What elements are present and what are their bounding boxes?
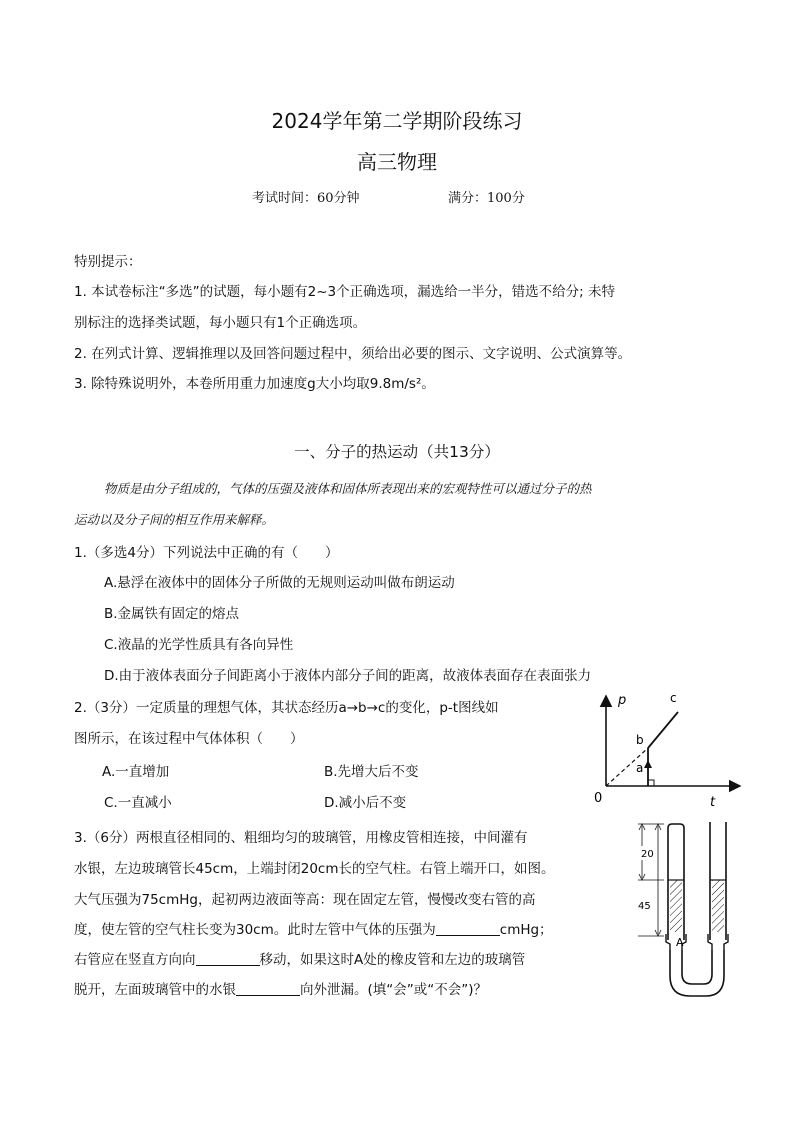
q3-line-6-text: 脱开，左面玻璃管中的水银 bbox=[74, 982, 236, 998]
section-intro: 物质是由分子组成的，气体的压强及液体和固体所表现出来的宏观特性可以通过分子的热 bbox=[104, 481, 592, 496]
notice-heading: 特别提示： bbox=[74, 254, 142, 270]
arrow-up-icon bbox=[644, 760, 652, 768]
notice-line-2: 2. 在列式计算、逻辑推理以及回答问题过程中，须给出必要的图示、文字说明、公式演算等。 bbox=[74, 346, 632, 362]
dim-20-label: 20 bbox=[641, 849, 654, 860]
origin-label: 0 bbox=[594, 791, 603, 806]
q2-pt-graph bbox=[590, 686, 750, 810]
q3-blank-leak[interactable] bbox=[236, 981, 300, 996]
q1-stem: 1.（多选4分）下列说法中正确的有（ ） bbox=[74, 545, 339, 561]
point-b-label: b bbox=[636, 733, 644, 747]
q1-option-c: C.液晶的光学性质具有各向异性 bbox=[104, 637, 294, 653]
q3-line-4-unit: cmHg； bbox=[499, 922, 553, 938]
q2-option-d: D.减小后不变 bbox=[324, 795, 407, 811]
q3-line-2: 水银，左边玻璃管长45cm，上端封闭20cm长的空气柱。右管上端开口，如图。 bbox=[74, 861, 555, 877]
section-intro-cont: 运动以及分子间的相互作用来解释。 bbox=[74, 512, 275, 527]
point-c-label: c bbox=[670, 691, 677, 705]
q3-blank-pressure[interactable] bbox=[436, 921, 500, 936]
q1-option-d: D.由于液体表面分子间距离小于液体内部分子间的距离，故液体表面存在表面张力 bbox=[104, 668, 592, 684]
exam-subject: 高三物理 bbox=[357, 150, 437, 174]
p-axis-label: p bbox=[618, 693, 627, 708]
q3-line-6-cont: 向外泄漏。(填“会”或“不会”)？ bbox=[300, 982, 488, 998]
exam-time: 考试时间：60分钟 bbox=[252, 191, 360, 206]
q2-option-a: A.一直增加 bbox=[102, 764, 170, 780]
notice-line-1: 1. 本试卷标注“多选”的试题，每小题有2~3个正确选项，漏选给一半分，错选不给分; 未特 bbox=[74, 284, 615, 300]
notice-line-1-cont: 别标注的选择类试题，每小题只有1个正确选项。 bbox=[74, 315, 367, 331]
section-heading: 一、分子的热运动（共13分） bbox=[294, 443, 500, 461]
right-mercury bbox=[712, 880, 724, 932]
q3-line-4-text: 度，使左管的空气柱长变为30cm。此时左管中气体的压强为 bbox=[74, 922, 436, 938]
q2-stem: 2.（3分）一定质量的理想气体，其状态经历a→b→c的变化，p-t图线如 bbox=[74, 700, 499, 716]
exam-title: 2024学年第二学期阶段练习 bbox=[271, 109, 523, 133]
q2-option-b: B.先增大后不变 bbox=[324, 764, 419, 780]
q3-line-5-text: 右管应在竖直方向向 bbox=[74, 952, 196, 968]
full-score: 满分：100分 bbox=[448, 191, 525, 206]
q2-stem-cont: 图所示，在该过程中气体体积（ ） bbox=[74, 731, 304, 747]
q3-blank-direction[interactable] bbox=[196, 951, 260, 966]
left-mercury bbox=[670, 880, 682, 932]
dim-45-label: 45 bbox=[638, 901, 651, 912]
q1-option-a: A.悬浮在液体中的固体分子所做的无规则运动叫做布朗运动 bbox=[104, 575, 455, 591]
q2-option-c: C.一直减小 bbox=[104, 795, 172, 811]
q1-option-b: B.金属铁有固定的熔点 bbox=[104, 606, 240, 622]
rubber-hose-outer bbox=[670, 950, 724, 996]
right-rubber-joint bbox=[708, 934, 728, 950]
right-angle-mark bbox=[648, 780, 654, 786]
notice-line-3: 3. 除特殊说明外，本卷所用重力加速度g大小均取9.8m/s²。 bbox=[74, 376, 435, 392]
q3-line-5 bbox=[74, 948, 525, 968]
point-A-label: A bbox=[676, 936, 684, 949]
q3-line-3: 大气压强为75cmHg，起初两边液面等高：现在固定左管，慢慢改变右管的高 bbox=[74, 892, 536, 908]
q3-line-5-cont: 移动，如果这时A处的橡皮管和左边的玻璃管 bbox=[259, 952, 526, 968]
process-b-to-c bbox=[648, 712, 678, 748]
q3-line-4 bbox=[74, 918, 553, 938]
t-axis-label: t bbox=[710, 795, 716, 810]
rubber-hose-inner bbox=[682, 950, 712, 984]
q3-line-6 bbox=[74, 978, 487, 998]
point-a-label: a bbox=[636, 761, 644, 775]
q3-line-1: 3.（6分）两根直径相同的、粗细均匀的玻璃管，用橡皮管相连接，中间灌有 bbox=[74, 830, 528, 846]
q3-u-tube-diagram bbox=[628, 816, 738, 1008]
